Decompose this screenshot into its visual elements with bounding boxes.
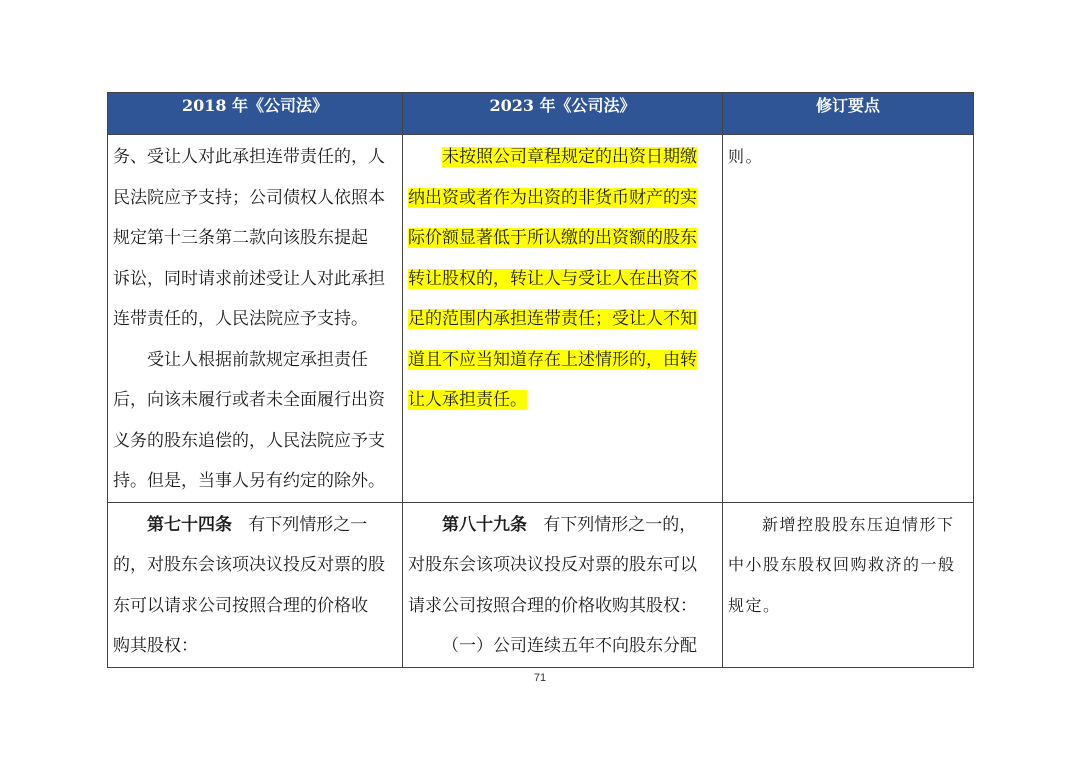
text-line: 有下列情形之一的， bbox=[543, 514, 697, 535]
highlighted-text-line: 际价额显著低于所认缴的出资额的股东 bbox=[408, 228, 697, 248]
text-line: 有下列情形之一 bbox=[248, 514, 368, 535]
text-line: 的，对股东会该项决议投反对票的股 bbox=[113, 555, 385, 575]
text-line: 中小股东股权回购救济的一般 bbox=[728, 555, 956, 574]
text-line: 持。但是，当事人另有约定的除外。 bbox=[113, 471, 385, 491]
text-line: 购其股权： bbox=[113, 636, 198, 656]
text-line: 规定。 bbox=[728, 595, 781, 615]
cell-2018-text bbox=[108, 135, 403, 503]
text-line: 连带责任的，人民法院应予支持。 bbox=[113, 309, 368, 329]
article-number: 第七十四条 bbox=[147, 514, 232, 535]
header-2018: 2018 年《公司法》 bbox=[108, 93, 403, 135]
header-revision-points: 修订要点 bbox=[723, 93, 974, 135]
highlighted-text-line: 让人承担责任。 bbox=[408, 390, 527, 410]
text-line: 务、受让人对此承担连带责任的，人 bbox=[113, 147, 385, 167]
cell-revision-text bbox=[723, 135, 974, 503]
text-line: 受让人根据前款规定承担责任 bbox=[147, 349, 368, 370]
cell-2023-article-89 bbox=[403, 502, 723, 667]
text-line: （一）公司连续五年不向股东分配 bbox=[442, 636, 697, 656]
table-header-row bbox=[108, 93, 974, 135]
comparison-table bbox=[107, 92, 974, 668]
text-line: 新增控股股东压迫情形下 bbox=[762, 514, 955, 534]
highlighted-text-line: 道且不应当知道存在上述情形的，由转 bbox=[408, 349, 697, 370]
article-number: 第八十九条 bbox=[442, 514, 527, 535]
text-line: 义务的股东追偿的，人民法院应予支 bbox=[113, 430, 385, 451]
text-line: 规定第十三条第二款向该股东提起 bbox=[113, 228, 368, 248]
text-line: 则。 bbox=[728, 147, 764, 166]
cell-revision-points bbox=[723, 502, 974, 667]
highlighted-text-line: 纳出资或者作为出资的非货币财产的实 bbox=[408, 187, 697, 208]
highlighted-text-line: 未按照公司章程规定的出资日期缴 bbox=[442, 147, 697, 167]
text-line: 对股东会该项决议投反对票的股东可以 bbox=[408, 555, 697, 575]
cell-2018-article-74 bbox=[108, 502, 403, 667]
page-number: 71 bbox=[533, 672, 547, 684]
cell-2023-text bbox=[403, 135, 723, 503]
highlighted-text-line: 足的范围内承担连带责任；受让人不知 bbox=[408, 309, 697, 329]
text-line: 东可以请求公司按照合理的价格收 bbox=[113, 595, 368, 616]
header-2023: 2023 年《公司法》 bbox=[403, 93, 723, 135]
highlighted-text-line: 转让股权的，转让人与受让人在出资不 bbox=[408, 268, 697, 289]
table-row bbox=[108, 135, 974, 503]
text-line: 诉讼，同时请求前述受让人对此承担 bbox=[113, 268, 385, 289]
text-line: 民法院应予支持；公司债权人依照本 bbox=[113, 187, 385, 208]
table-row bbox=[108, 502, 974, 667]
text-line: 请求公司按照合理的价格收购其股权： bbox=[408, 595, 697, 616]
text-line: 后，向该未履行或者未全面履行出资 bbox=[113, 390, 385, 410]
